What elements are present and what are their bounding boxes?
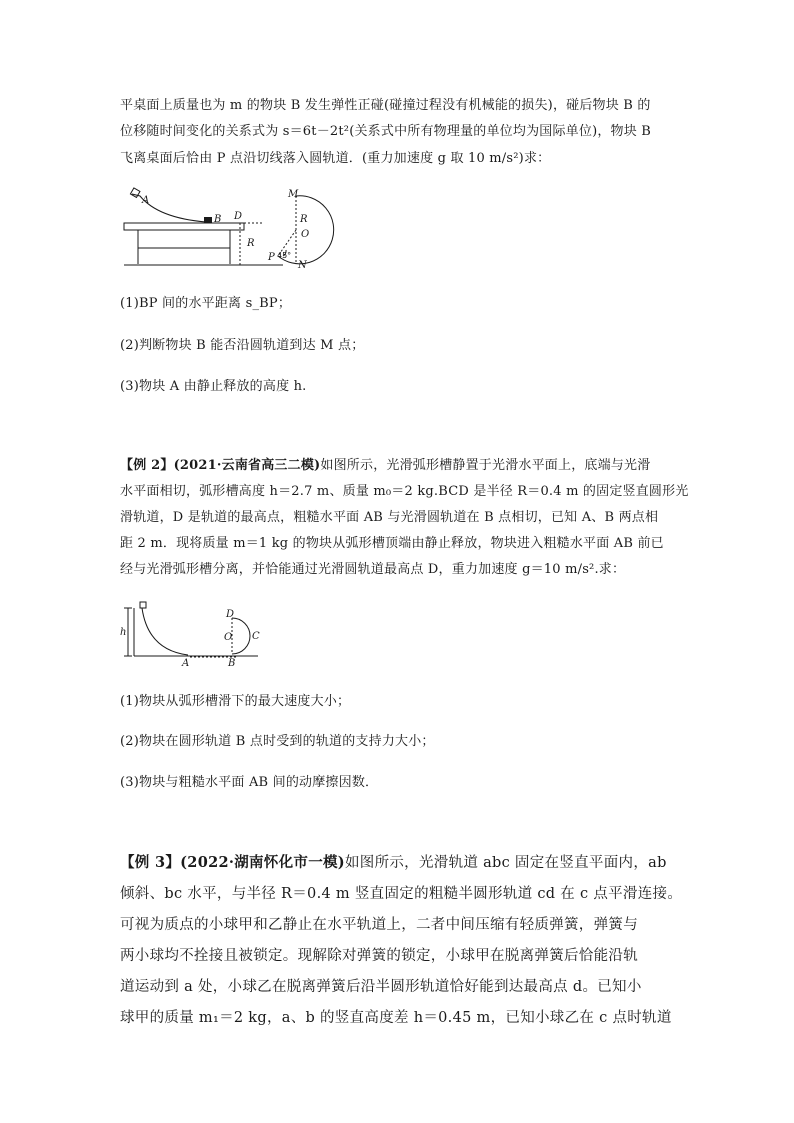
intro-question-2: (2)判断物块 B 能否沿圆轨道到达 M 点； — [120, 338, 365, 353]
block-b — [204, 217, 212, 223]
label-a: A — [182, 658, 190, 669]
label-n: N — [298, 260, 307, 270]
example2-line-3: 滑轨道，D 是轨道的最高点，粗糙水平面 AB 与光滑圆轨道在 B 点相切，已知 A、B 两点相 — [120, 510, 659, 525]
label-b: B — [228, 658, 236, 669]
label-h: h — [120, 627, 127, 638]
label-o: O — [224, 632, 233, 643]
example2-line-5: 经与光滑弧形槽分离，并恰能通过光滑圆轨道最高点 D，重力加速度 g＝10 m/s².求： — [120, 562, 626, 577]
example3-source: (2022·湖南怀化市一模) — [180, 854, 345, 871]
example2-question-1: (1)物块从弧形槽滑下的最大速度大小； — [120, 694, 351, 709]
example2-line-4: 距 2 m．现将质量 m＝1 kg 的物块从弧形槽顶端由静止释放，物块进入粗糙水平面 AB 前已 — [120, 536, 664, 551]
example2-question-2: (2)物块在圆形轨道 B 点时受到的轨道的支持力大小； — [120, 734, 435, 749]
intro-line-1: 平桌面上质量也为 m 的物块 B 发生弹性正碰(碰撞过程没有机械能的损失)，碰后物块 B 的 — [120, 98, 651, 113]
example2-tag: 【例 2】 — [120, 458, 174, 473]
label-r: R — [247, 238, 255, 249]
example3-text-1: 如图所示，光滑轨道 abc 固定在竖直平面内，ab — [344, 855, 667, 871]
example2-line-1 — [120, 456, 650, 476]
label-r2: R — [300, 214, 308, 225]
figure-slope-circle — [118, 600, 278, 670]
intro-question-3: (3)物块 A 由静止释放的高度 h. — [120, 379, 307, 394]
example3-line-4: 两小球均不拴接且被锁定。现解除对弹簧的锁定，小球甲在脱离弹簧后恰能沿轨 — [120, 948, 638, 964]
label-p: P — [268, 252, 275, 263]
example3-line-6: 球甲的质量 m₁＝2 kg，a、b 的竖直高度差 h＝0.45 m，已知小球乙在 c 点时轨道 — [120, 1010, 672, 1026]
example2-line-2: 水平面相切，弧形槽高度 h＝2.7 m、质量 m₀＝2 kg.BCD 是半径 R＝0.4 m 的固定竖直圆形光 — [120, 484, 689, 499]
example3-line-5: 道运动到 a 处，小球乙在脱离弹簧后沿半圆形轨道恰好能到达最高点 d。已知小 — [120, 979, 642, 995]
example2-text-1: 如图所示，光滑弧形槽静置于光滑水平面上，底端与光滑 — [320, 458, 651, 473]
label-c: C — [252, 631, 260, 642]
label-m: M — [288, 189, 299, 200]
intro-question-1: (1)BP 间的水平距离 s_BP； — [120, 296, 292, 311]
example3-line-2: 倾斜、bc 水平，与半径 R＝0.4 m 竖直固定的粗糙半圆形轨道 cd 在 c 点平滑连接。 — [120, 886, 683, 902]
example2-question-3: (3)物块与粗糙水平面 AB 间的动摩擦因数． — [120, 775, 379, 790]
intro-line-3: 飞离桌面后恰由 P 点沿切线落入圆轨道．(重力加速度 g 取 10 m/s²)求： — [120, 151, 551, 166]
table-top — [124, 223, 244, 230]
intro-line-2: 位移随时间变化的关系式为 s＝6t－2t²(关系式中所有物理量的单位均为国际单位)，物块 B — [120, 124, 652, 139]
circle-track — [232, 618, 250, 654]
groove-curve — [142, 608, 188, 655]
example3-tag: 【例 3】 — [120, 854, 181, 871]
example3-line-3: 可视为质点的小球甲和乙静止在水平轨道上，二者中间压缩有轻质弹簧，弹簧与 — [120, 917, 638, 933]
label-a: A — [142, 195, 150, 206]
example2-source: (2021·云南省高三二模) — [173, 458, 321, 473]
example3-line-1 — [120, 853, 667, 873]
label-d: D — [226, 609, 235, 620]
figure-table-track — [118, 186, 338, 270]
label-d: D — [234, 211, 243, 222]
label-o: O — [301, 229, 310, 240]
label-b: B — [214, 214, 222, 225]
block-top — [140, 602, 146, 608]
label-angle: 45° — [277, 251, 292, 260]
